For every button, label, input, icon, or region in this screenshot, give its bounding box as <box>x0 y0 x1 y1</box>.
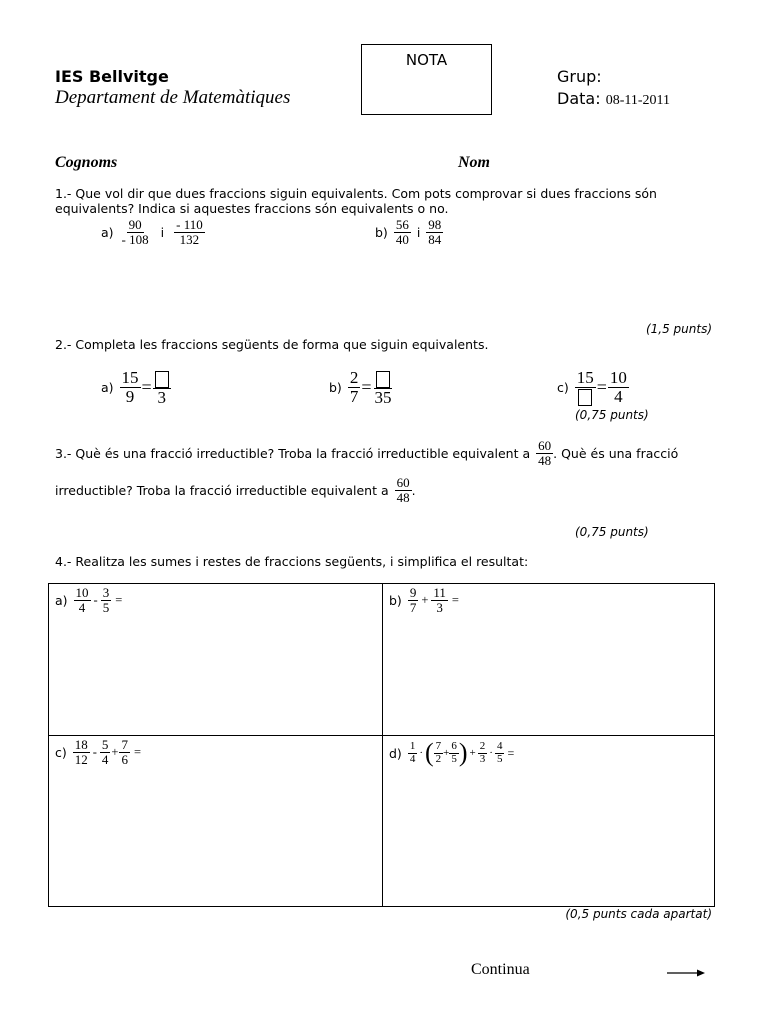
numerator: - 110 <box>176 217 203 232</box>
numerator: 3 <box>102 585 110 600</box>
equals-sign: = <box>451 592 459 607</box>
equals-sign: = <box>507 745 515 760</box>
numerator: 56 <box>395 217 409 232</box>
denominator: 4 <box>101 751 109 767</box>
numerator: 18 <box>74 737 88 752</box>
fraction <box>426 218 443 246</box>
numerator <box>153 369 171 389</box>
denominator: 3 <box>436 599 443 615</box>
fraction <box>73 738 90 766</box>
q2-a-label: a) <box>101 380 114 396</box>
denominator: 3 <box>479 752 486 765</box>
q3-line2 <box>55 476 416 504</box>
q2-text: 2.- Completa les fraccions següents de forma que siguin equivalents. <box>55 337 489 352</box>
q4-a-label: a) <box>55 592 68 608</box>
q2-points: (0,75 punts) <box>575 408 649 422</box>
conjunction: i <box>416 224 421 240</box>
equals-sign: = <box>133 744 142 759</box>
q3-text-b: . Què és una fracció <box>553 445 679 461</box>
q1-item-a <box>101 218 205 246</box>
left-parenthesis: ( <box>424 738 434 767</box>
denominator: 5 <box>451 752 457 765</box>
denominator <box>576 388 594 407</box>
fraction <box>372 369 393 406</box>
fraction <box>100 738 111 766</box>
equals-sign: = <box>141 377 152 398</box>
blank-box[interactable] <box>155 371 169 388</box>
data-label: Data: <box>557 89 601 108</box>
denominator: 7 <box>409 599 417 615</box>
numerator <box>374 369 392 389</box>
q4-c-label: c) <box>55 744 67 760</box>
numerator: 2 <box>349 368 359 388</box>
grup-label: Grup: <box>557 67 602 86</box>
fraction <box>478 741 488 765</box>
denominator: 4 <box>409 752 416 765</box>
numerator: 7 <box>121 737 128 752</box>
school-name: IES Bellvitge <box>55 67 169 86</box>
right-parenthesis: ) <box>458 738 468 767</box>
fraction <box>608 369 629 406</box>
q1-b-label: b) <box>375 224 388 240</box>
fraction <box>395 476 412 504</box>
cognoms-label: Cognoms <box>55 154 118 171</box>
numerator: 6 <box>451 739 457 752</box>
date-value: 08-11-2011 <box>605 93 670 108</box>
minus-sign: - <box>93 592 98 607</box>
fraction <box>431 586 448 614</box>
denominator: 6 <box>121 751 128 767</box>
fraction <box>101 586 112 614</box>
q4-b-label: b) <box>389 592 402 608</box>
q2-b-label: b) <box>329 380 342 396</box>
fraction <box>119 738 130 766</box>
fraction <box>495 741 505 765</box>
fraction <box>120 369 141 406</box>
equals-sign: = <box>596 377 607 398</box>
q4-cell-c[interactable] <box>55 738 141 766</box>
numerator: 90 <box>128 217 142 232</box>
equals-sign: = <box>115 592 123 607</box>
fraction <box>153 369 171 406</box>
plus-sign: + <box>421 592 429 607</box>
denominator: 35 <box>374 387 392 407</box>
multiply-dot: · <box>489 747 493 759</box>
equals-sign: = <box>361 377 372 398</box>
denominator: 4 <box>78 599 86 615</box>
numerator: 15 <box>121 368 139 388</box>
q1-text-line2: equivalents? Indica si aquestes fraccions són equivalents o no. <box>55 201 449 216</box>
plus-sign: + <box>469 747 476 759</box>
q2-item-c <box>557 369 629 406</box>
denominator: - 108 <box>121 231 149 247</box>
q4-cell-d[interactable] <box>389 738 514 768</box>
plus-sign: + <box>443 747 450 759</box>
numerator: 10 <box>75 585 89 600</box>
fraction <box>408 741 418 765</box>
fraction <box>536 439 553 467</box>
conjunction: i <box>160 224 165 240</box>
right-arrow-icon[interactable] <box>667 966 705 981</box>
department-name: Departament de Matemàtiques <box>55 87 291 108</box>
grid-divider-vertical <box>382 584 383 906</box>
denominator: 9 <box>125 387 135 407</box>
denominator: 132 <box>179 231 200 247</box>
denominator: 48 <box>396 489 410 505</box>
nota-box <box>361 44 492 115</box>
numerator: 1 <box>409 739 416 752</box>
fraction <box>449 741 459 765</box>
q4-points: (0,5 punts cada apartat) <box>565 907 712 921</box>
minus-sign: - <box>92 744 97 759</box>
q1-text-line1: 1.- Que vol dir que dues fraccions siguin equivalents. Com pots comprovar si dues fraccions són <box>55 186 657 201</box>
continua-label: Continua <box>471 961 530 978</box>
numerator: 9 <box>409 585 417 600</box>
blank-box[interactable] <box>376 371 390 388</box>
denominator: 84 <box>428 231 442 247</box>
denominator: 3 <box>157 387 166 407</box>
numerator: 15 <box>576 368 594 387</box>
fraction <box>348 369 361 406</box>
numerator: 60 <box>396 475 410 490</box>
fraction <box>74 586 91 614</box>
q3-line1 <box>55 439 678 467</box>
denominator: 48 <box>538 452 552 468</box>
q3-text-d: . <box>411 482 416 498</box>
denominator: 40 <box>395 231 409 247</box>
blank-box[interactable] <box>578 389 592 406</box>
numerator: 4 <box>496 739 503 752</box>
nom-label: Nom <box>458 154 490 171</box>
numerator: 98 <box>428 217 442 232</box>
fraction <box>575 369 596 406</box>
q3-text-a: 3.- Què és una fracció irreductible? Troba la fracció irreductible equivalent a <box>55 445 531 461</box>
q1-item-b <box>375 218 443 246</box>
q2-item-a <box>101 369 171 406</box>
plus-sign: + <box>111 744 119 759</box>
multiply-dot: · <box>419 747 423 759</box>
q4-cell-b[interactable] <box>389 586 459 614</box>
q3-points: (0,75 punts) <box>575 525 649 539</box>
q4-cell-a[interactable] <box>55 586 122 614</box>
numerator: 2 <box>479 739 486 752</box>
nota-label: NOTA <box>405 51 448 69</box>
numerator: 10 <box>609 368 627 388</box>
numerator: 11 <box>433 585 446 600</box>
denominator: 5 <box>496 752 503 765</box>
q1-points: (1,5 punts) <box>645 322 712 336</box>
denominator: 5 <box>102 599 110 615</box>
numerator: 7 <box>435 739 442 752</box>
q2-item-b <box>329 369 393 406</box>
q1-a-label: a) <box>101 224 114 240</box>
q4-text: 4.- Realitza les sumes i restes de fraccions següents, i simplifica el resultat: <box>55 554 529 569</box>
numerator: 5 <box>101 737 109 752</box>
fraction <box>434 741 444 765</box>
fraction <box>394 218 411 246</box>
denominator: 2 <box>435 752 442 765</box>
fraction <box>120 218 151 246</box>
fraction <box>408 586 419 614</box>
grid-divider-horizontal <box>49 735 714 736</box>
q2-c-label: c) <box>557 380 569 396</box>
denominator: 7 <box>349 387 359 407</box>
numerator: 60 <box>538 438 552 453</box>
denominator: 4 <box>614 387 623 407</box>
q4-answer-grid <box>48 583 715 907</box>
fraction <box>174 218 205 246</box>
q4-d-label: d) <box>389 745 402 761</box>
data-field <box>557 89 670 109</box>
q3-text-c: irreductible? Troba la fracció irreductible equivalent a <box>55 482 389 498</box>
denominator: 12 <box>74 751 88 767</box>
